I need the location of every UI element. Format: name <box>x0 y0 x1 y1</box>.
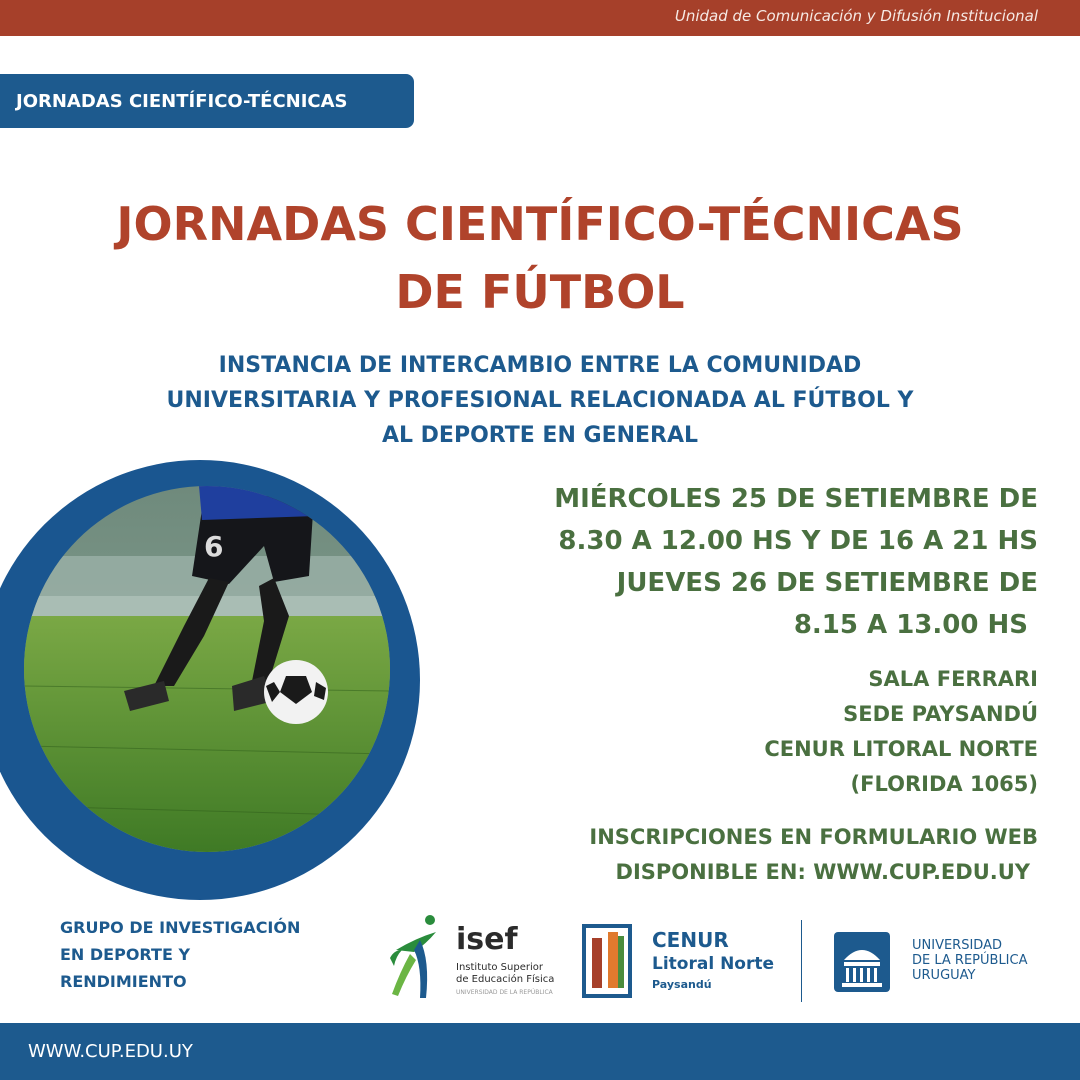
udelar-building-icon <box>832 930 892 994</box>
udelar-logo <box>832 930 1052 1000</box>
subtitle-line-1: INSTANCIA DE INTERCAMBIO ENTRE LA COMUNIDAD <box>218 353 862 378</box>
subtitle-line-2: UNIVERSITARIA Y PROFESIONAL RELACIONADA AL FÚTBOL Y <box>166 388 914 413</box>
schedule-line-2: 8.30 A 12.00 HS Y DE 16 A 21 HS <box>558 526 1038 556</box>
udelar-line-1: UNIVERSIDAD <box>912 938 1002 953</box>
isef-figure-icon <box>386 910 452 1002</box>
schedule-line-3: JUEVES 26 DE SETIEMBRE DE <box>616 568 1038 598</box>
venue-line-4: (FLORIDA 1065) <box>850 772 1038 796</box>
subtitle-line-3: AL DEPORTE EN GENERAL <box>381 423 699 448</box>
isef-sub-line-2: de Educación Física <box>456 974 555 985</box>
research-group <box>60 914 370 995</box>
header-text: Unidad de Comunicación y Difusión Institucional <box>674 7 1038 25</box>
cenur-name-2: Litoral Norte <box>652 954 775 974</box>
cenur-logo <box>582 924 782 1004</box>
udelar-line-3: URUGUAY <box>912 968 976 983</box>
group-line-2: EN DEPORTE Y <box>60 945 191 964</box>
logo-divider <box>801 920 802 1002</box>
group-line-3: RENDIMIENTO <box>60 972 187 991</box>
cenur-name: CENUR <box>652 928 729 952</box>
venue <box>538 662 1038 802</box>
isef-tiny: UNIVERSIDAD DE LA REPÚBLICA <box>456 989 553 996</box>
svg-text:6: 6 <box>204 530 224 563</box>
schedule-line-1: MIÉRCOLES 25 DE SETIEMBRE DE <box>554 484 1038 514</box>
football-player-photo <box>24 486 390 852</box>
venue-line-1: SALA FERRARI <box>868 667 1038 691</box>
title-line-2: DE FÚTBOL <box>395 265 685 319</box>
footer-bar <box>0 1023 1080 1080</box>
page-title <box>0 190 1080 326</box>
section-tag <box>0 74 414 128</box>
footer-url[interactable]: WWW.CUP.EDU.UY <box>28 1041 193 1062</box>
inscriptions-line-1: INSCRIPCIONES EN FORMULARIO WEB <box>589 825 1038 849</box>
cenur-book-icon <box>582 924 632 998</box>
schedule <box>438 478 1038 646</box>
schedule-line-4: 8.15 A 13.00 HS <box>793 610 1028 640</box>
subtitle <box>90 348 990 453</box>
udelar-name <box>912 938 1028 983</box>
section-tag-label: JORNADAS CIENTÍFICO-TÉCNICAS <box>16 90 348 112</box>
inscriptions-line-2[interactable]: DISPONIBLE EN: WWW.CUP.EDU.UY <box>615 860 1030 884</box>
group-line-1: GRUPO DE INVESTIGACIÓN <box>60 918 301 937</box>
isef-subtitle <box>456 962 554 986</box>
venue-line-2: SEDE PAYSANDÚ <box>843 702 1038 726</box>
isef-sub-line-1: Instituto Superior <box>456 962 543 973</box>
isef-name: isef <box>456 922 518 957</box>
isef-logo <box>386 910 566 1002</box>
header-bar <box>0 0 1080 36</box>
cenur-city: Paysandú <box>652 978 712 991</box>
title-line-1: JORNADAS CIENTÍFICO-TÉCNICAS <box>116 197 964 251</box>
venue-line-3: CENUR LITORAL NORTE <box>764 737 1038 761</box>
udelar-line-2: DE LA REPÚBLICA <box>912 953 1028 968</box>
inscriptions <box>398 820 1038 890</box>
